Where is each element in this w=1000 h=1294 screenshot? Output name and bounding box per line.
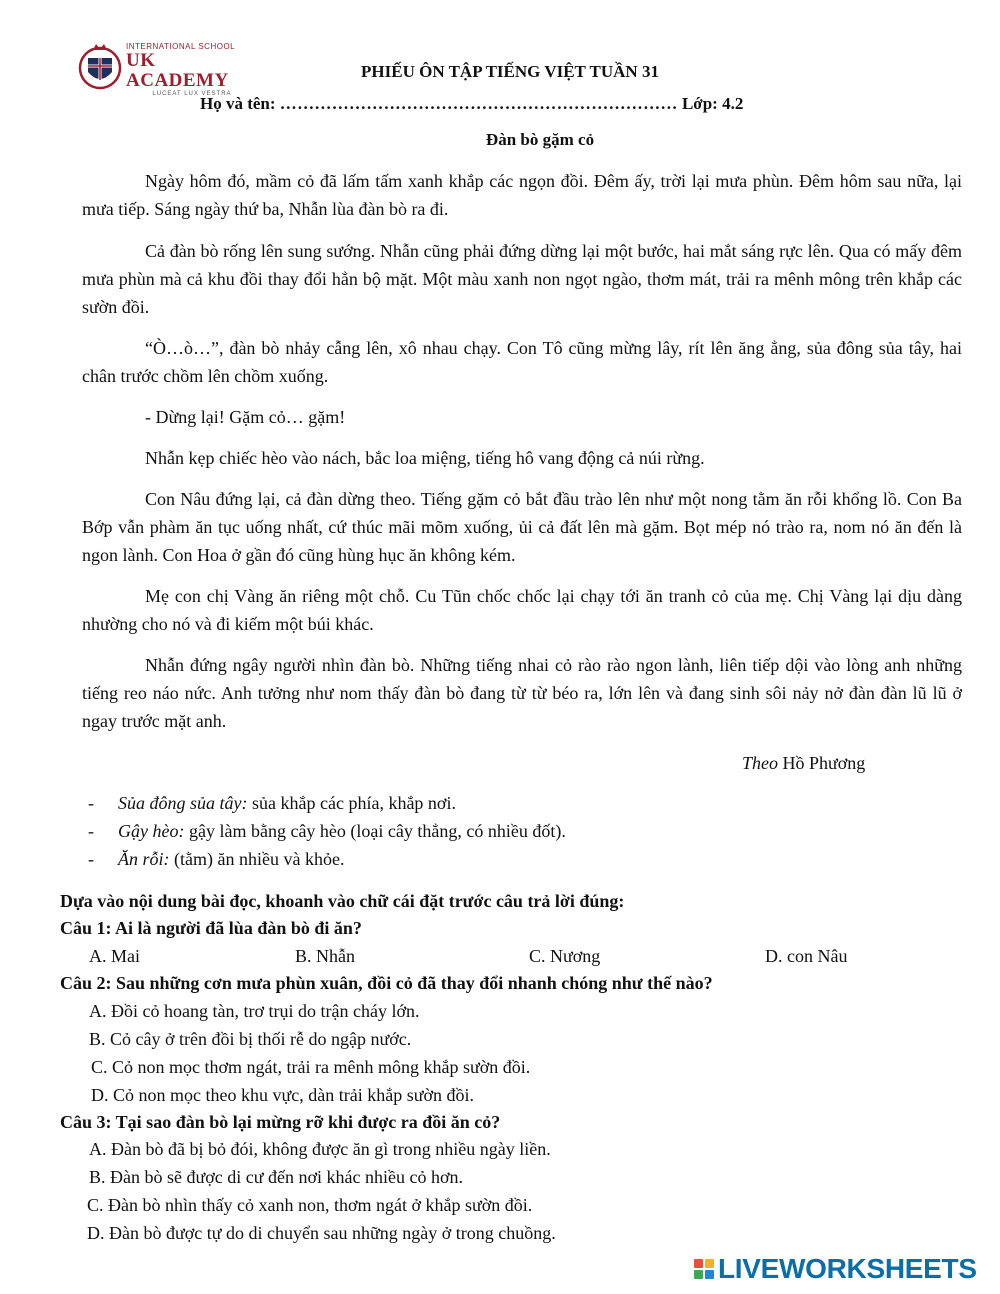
q1-option-d[interactable]: D. con Nâu	[765, 946, 848, 966]
name-label: Họ và tên:	[200, 94, 276, 113]
author-prefix: Theo	[742, 753, 778, 773]
glossary-term: Sủa đông sủa tây:	[118, 793, 248, 813]
q2-option-d[interactable]: D. Cỏ non mọc theo khu vực, dàn trải khắp sườn đồi.	[91, 1085, 474, 1105]
question-2: Câu 2: Sau những cơn mưa phùn xuân, đồi cỏ đã thay đổi nhanh chóng như thế nào?	[60, 973, 713, 993]
q2-option-c[interactable]: C. Cỏ non mọc thơm ngát, trải ra mênh mông khắp sườn đồi.	[91, 1057, 531, 1077]
glossary-term: Ăn rỗi:	[118, 849, 170, 869]
class-label: Lớp: 4.2	[681, 94, 744, 113]
q1-option-a[interactable]: A. Mai	[89, 946, 140, 966]
logo-top-text: INTERNATIONAL SCHOOL	[126, 42, 236, 51]
q3-option-b[interactable]: B. Đàn bò sẽ được di cư đến nơi khác nhiều cỏ hơn.	[89, 1167, 463, 1187]
story-title: Đàn bò gặm cỏ	[485, 130, 595, 149]
logo-name: UK ACADEMY	[126, 50, 229, 91]
instruction: Dựa vào nội dung bài đọc, khoanh vào chữ cái đặt trước câu trả lời đúng:	[60, 891, 625, 911]
glossary-item: - Sủa đông sủa tây: sủa khắp các phía, khắp nơi.	[88, 793, 456, 813]
author-name: Hồ Phương	[782, 753, 866, 773]
q3-option-a[interactable]: A. Đàn bò đã bị bỏ đói, không được ăn gì trong nhiều ngày liền.	[89, 1139, 551, 1159]
liveworksheets-text: LIVEWORKSHEETS	[718, 1253, 977, 1284]
liveworksheets-icon	[694, 1259, 714, 1279]
q1-option-c[interactable]: C. Nương	[529, 946, 601, 966]
story-paragraph: “Ò…ò…”, đàn bò nhảy cẫng lên, xô nhau chạy. Con Tô cũng mừng lây, rít lên ăng ẳng, sủa đông sủa tây, hai chân trước chồm lên chồm xuống.	[82, 338, 962, 386]
story-paragraph: Con Nâu đứng lại, cả đàn dừng theo. Tiếng gặm cỏ bắt đầu trào lên như một nong tằm ăn rỗi khổng lồ. Con Ba Bớp vẫn phàm ăn tục uống nhất, cứ thúc mãi mõm xuống, ủi cả đất lên mà gặm. Bọt mép nó trào ra, nom nó ăn đến là ngon lành. Con Hoa ở gần đó cũng hùng hục ăn không kém.	[82, 489, 962, 565]
story-dialogue: - Dừng lại! Gặm cỏ… gặm!	[145, 407, 346, 427]
glossary-term: Gậy hèo:	[118, 821, 185, 841]
q2-option-b[interactable]: B. Cỏ cây ở trên đồi bị thối rễ do ngập nước.	[89, 1029, 412, 1049]
q1-option-b[interactable]: B. Nhẫn	[295, 946, 355, 966]
story-paragraph: Nhẫn kẹp chiếc hèo vào nách, bắc loa miệng, tiếng hô vang động cả núi rừng.	[145, 448, 705, 468]
glossary-item: - Gậy hèo: gậy làm bằng cây hèo (loại cây thẳng, có nhiều đốt).	[88, 821, 566, 841]
story-paragraph: Ngày hôm đó, mầm cỏ đã lấm tấm xanh khắp các ngọn đồi. Đêm ấy, trời lại mưa phùn. Đêm hôm sau nữa, lại mưa tiếp. Sáng ngày thứ ba, Nhẫn lùa đàn bò ra đi.	[82, 171, 962, 219]
story-paragraph: Nhẫn đứng ngây người nhìn đàn bò. Những tiếng nhai cỏ rào rào ngon lành, liên tiếp dội vào lòng anh những tiếng reo náo nức. Anh tưởng như nom thấy đàn bò đang từ từ béo ra, lớn lên và đang sinh sôi nảy nở đàn đàn lũ lũ ở ngay trước mặt anh.	[82, 655, 962, 731]
page-title: PHIẾU ÔN TẬP TIẾNG VIỆT TUẦN 31	[361, 62, 659, 81]
q3-option-d[interactable]: D. Đàn bò được tự do di chuyển sau những ngày ở trong chuồng.	[87, 1223, 556, 1243]
name-blank[interactable]: ……………………………………………………………	[279, 94, 678, 113]
story-author	[742, 749, 865, 777]
q3-option-c[interactable]: C. Đàn bò nhìn thấy cỏ xanh non, thơm ngát ở khắp sườn đồi.	[87, 1195, 533, 1215]
q2-option-a[interactable]: A. Đồi cỏ hoang tàn, trơ trụi do trận cháy lớn.	[89, 1001, 420, 1021]
name-line	[200, 94, 743, 114]
glossary-definition: (tằm) ăn nhiều và khỏe.	[174, 849, 345, 869]
glossary-definition: gậy làm bằng cây hèo (loại cây thẳng, có nhiều đốt).	[188, 821, 566, 841]
story-paragraph: Mẹ con chị Vàng ăn riêng một chỗ. Cu Tũn chốc chốc lại chạy tới ăn tranh cỏ của mẹ. Chị Vàng lại dịu dàng nhường cho nó và đi kiếm một búi khác.	[82, 586, 962, 634]
story-paragraph: Cả đàn bò rống lên sung sướng. Nhẫn cũng phải đứng dừng lại một bước, hai mắt sáng rực lên. Qua có mấy đêm mưa phùn mà cả khu đồi thay đổi hẳn bộ mặt. Một màu xanh non ngọt ngào, thơm mát, trải ra mênh mông trên khắp các sườn đồi.	[82, 241, 962, 317]
liveworksheets-logo	[694, 1254, 977, 1284]
question-1: Câu 1: Ai là người đã lùa đàn bò đi ăn?	[60, 918, 362, 938]
glossary-definition: sủa khắp các phía, khắp nơi.	[252, 793, 456, 813]
logo-motto: LUCEAT LUX VESTRA	[152, 91, 232, 97]
question-3: Câu 3: Tại sao đàn bò lại mừng rỡ khi được ra đồi ăn cỏ?	[60, 1112, 501, 1132]
glossary-item: - Ăn rỗi: (tằm) ăn nhiều và khỏe.	[88, 849, 345, 869]
